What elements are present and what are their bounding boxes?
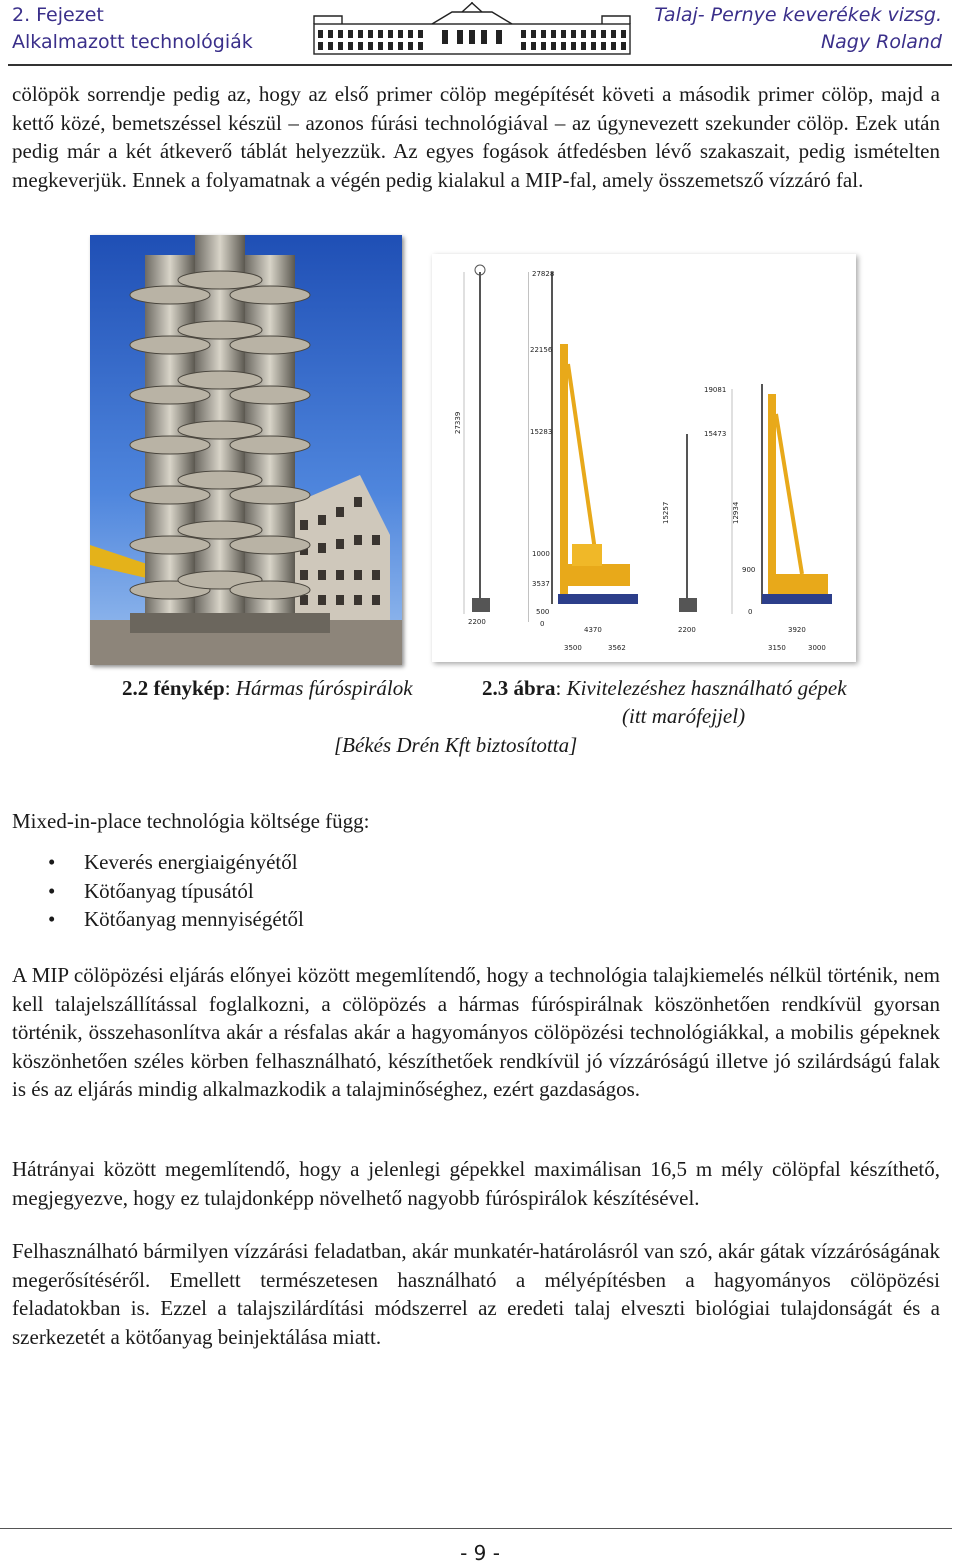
dim-3537: 3537 [532,580,550,588]
list-item: • Keverés energiaigényétől [48,848,304,877]
list-item: • Kötőanyag típusától [48,877,304,906]
photo-caption-number: 2.2 fénykép [122,676,225,700]
dim-3500: 3500 [564,644,582,652]
triple-auger-photo [90,235,402,665]
page-number: - 9 - [460,1541,500,1565]
list-item: • Kötőanyag mennyiségétől [48,905,304,934]
page-header-left [12,2,253,56]
header-divider [8,64,952,66]
dim-3562: 3562 [608,644,626,652]
photo-caption-text: Hármas fúróspirálok [235,676,413,700]
dim-12934: 12934 [732,501,740,524]
usage-paragraph: Felhasználható bármilyen vízzárási feladatban, akár munkatér-határolásról van szó, akár gátak vízzáróságának megerősítéséről. Emellett természetesen használható a mélyépítésben a hagyományos cölöpözési feladatokban is. Ezzel a talajszilárdítási módszerrel az eredeti talaj elveszti biológiai tulajdonságát és a szerkezetét a kötőanyag beinjektálása miatt. [12,1239,940,1349]
dim-22156: 22156 [530,346,553,354]
machines-drawing [432,254,856,662]
figure-source-text: [Békés Drén Kft biztosította] [334,733,578,757]
dim-0-b: 0 [748,608,753,616]
dim-900: 900 [742,566,756,574]
drawing-caption-sub: (itt marófejjel) [622,704,746,728]
dim-19081: 19081 [704,386,727,394]
document-title: Talaj- Pernye keverékek vizsg. [654,4,942,26]
dim-3000: 3000 [808,644,826,652]
dim-500: 500 [536,608,550,616]
figure-source [334,731,577,759]
advantages-paragraph: A MIP cölöpözési eljárás előnyei között megemlítendő, hogy a technológia talajkiemelés nélkül történik, nem kell talajelszállítással foglalkozni, a cölöpözés a hármas fúróspirálnak köszönhetően rendkívül gyorsan történik, összehasonlítva akár a résfalas akár a hagyományos cölöpözési technológiákkal, a mobilis gépeknek köszönhetően széles körben felhasználható, készíthetőek rendkívül jó vízzáróságú illetve jó szilárdságú falak is és az eljárás mindig alkalmazkodik a talajminőséghez, ezért gazdaságos. [12,963,940,1101]
dim-2200-b: 2200 [678,626,696,634]
dim-3150: 3150 [768,644,786,652]
dim-4370: 4370 [584,626,602,634]
cost-lead-text: Mixed-in-place technológia költsége függ: [12,809,370,833]
disadvantages-paragraph: Hátrányai között megemlítendő, hogy a jelenlegi gépekkel maximálisan 16,5 m mély cölöpfal készíthető, megjegyezve, hogy ez tulajdonképp növelhető nagyobb fúróspirálok készítésével. [12,1157,940,1210]
dim-15473: 15473 [704,430,727,438]
dim-27339: 27339 [454,411,462,434]
intro-paragraph: cölöpök sorrendje pedig az, hogy az első primer cölöp megépítését követi a második primer cölöp, majd a kettő közé, bemetszéssel készül – azonos fúrási technológiával – az úgynevezett szekunder cölöp. Ezek után pedig már a két átkeverő táblát helyezzük. Az egyes fogások átfedésben lévő szakaszait, pedig ismételten megkeverjük. Ennek a folyamatnak a végén pedig kialakul a MIP-fal, amely összemetsző vízzáró fal. [12,82,940,192]
drawing-caption-number: 2.3 ábra [482,676,556,700]
footer-divider [0,1528,952,1529]
dim-15257: 15257 [662,501,670,524]
dim-15283: 15283 [530,428,553,436]
dim-27828: 27828 [532,270,555,278]
page-header-right [654,2,942,56]
dim-3920: 3920 [788,626,806,634]
dim-1000: 1000 [532,550,550,558]
cost-factor-list [48,848,304,934]
university-building-logo [312,2,632,56]
drawing-caption-text: Kivitelezéshez használható gépek [566,676,847,700]
dim-0-a: 0 [540,620,545,628]
chapter-number: 2. Fejezet [12,4,104,26]
dim-2200-a: 2200 [468,618,486,626]
author-name: Nagy Roland [820,31,942,53]
drawing-caption: 2.3 ábra: Kivitelezéshez használható gépek (itt marófejjel) [482,676,847,728]
chapter-title: Alkalmazott technológiák [12,31,253,53]
photo-caption: 2.2 fénykép: Hármas fúróspirálok [122,676,413,700]
